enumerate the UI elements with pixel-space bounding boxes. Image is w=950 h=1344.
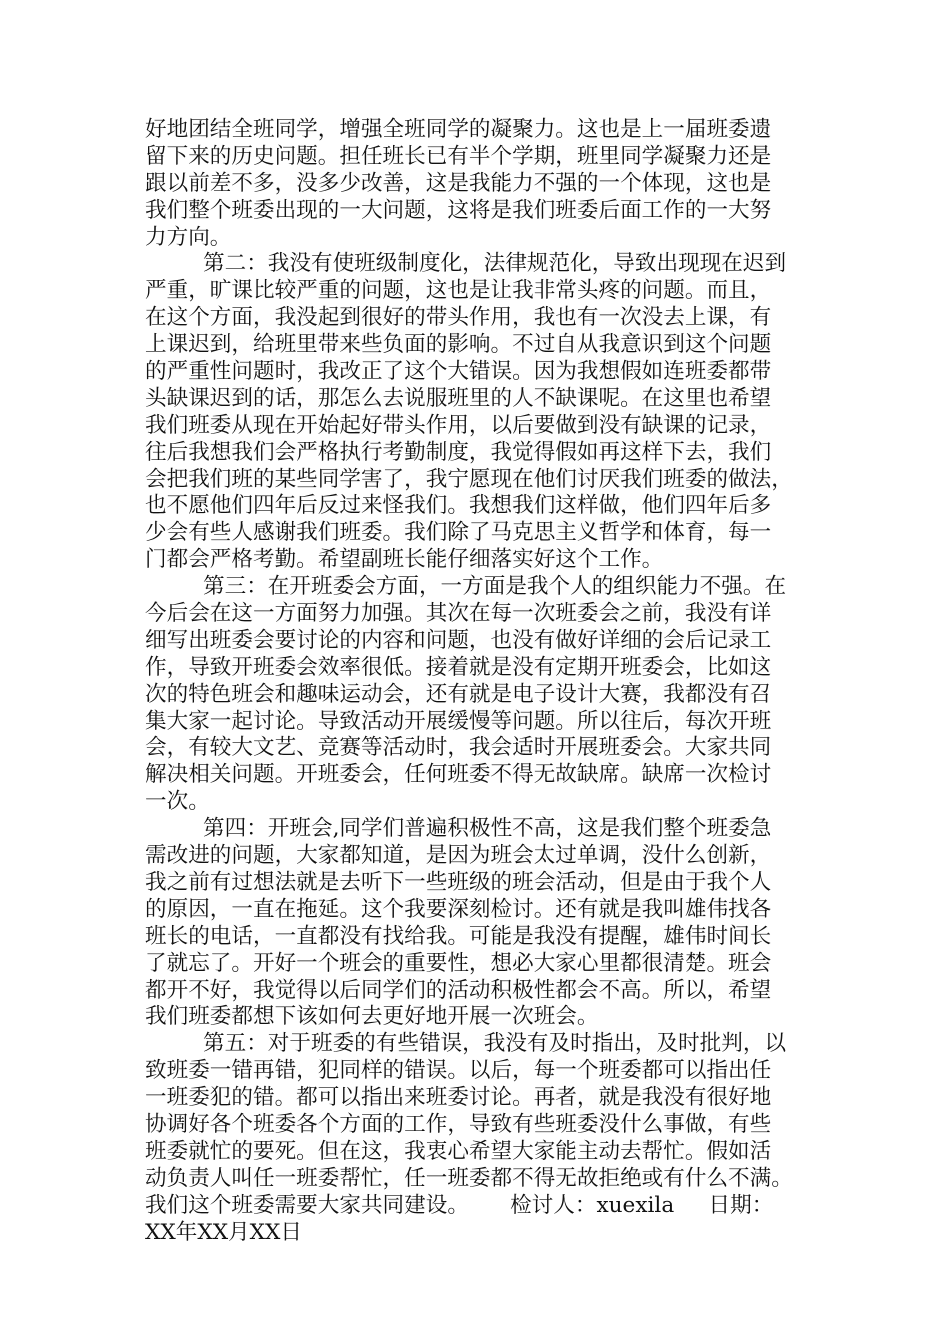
text-line: 集大家一起讨论。导致活动开展缓慢等问题。所以往后，每次开班 [145,708,772,734]
paragraph-3-first-line: 第三：在开班委会方面，一方面是我个人的组织能力不强。在 [203,574,787,600]
text-line: 一班委犯的错。都可以指出来班委讨论。再者，就是我没有很好地 [145,1085,772,1111]
text-line: 今后会在这一方面努力加强。其次在每一次班委会之前，我没有详 [145,601,772,627]
text-line: 我们班委从现在开始起好带头作用，以后要做到没有缺课的记录， [145,412,772,438]
document-body [145,117,825,1246]
text-line: 细写出班委会要讨论的内容和问题，也没有做好详细的会后记录工 [145,627,772,653]
text-line: 我们班委都想下该如何去更好地开展一次班会。 [145,1004,599,1030]
text-line: 也不愿他们四年后反过来怪我们。我想我们这样做，他们四年后多 [145,493,772,519]
text-line: 上课迟到，给班里带来些负面的影响。不过自从我意识到这个问题 [145,332,772,358]
text-line: 好地团结全班同学，增强全班同学的凝聚力。这也是上一届班委遗 [145,117,772,142]
paragraph-5-first-line: 第五：对于班委的有些错误，我没有及时指出，及时批判，以 [203,1031,787,1057]
text-line: 的原因，一直在拖延。这个我要深刻检讨。还有就是我叫雄伟找各 [145,896,772,922]
text-line: 需改进的问题，大家都知道，是因为班会太过单调，没什么创新， [145,843,772,869]
text-line: 作，导致开班委会效率很低。接着就是没有定期开班委会，比如这 [145,654,772,680]
signature-line: 我们这个班委需要大家共同建设。 检讨人：xuexila 日期： [145,1192,774,1218]
text-line: 会把我们班的某些同学害了，我宁愿现在他们讨厌我们班委的做法， [145,466,793,492]
text-line: 会，有较大文艺、竞赛等活动时，我会适时开展班委会。大家共同 [145,735,772,761]
date-line: XX年XX月XX日 [145,1219,303,1245]
text-line: 解决相关问题。开班委会，任何班委不得无故缺席。缺席一次检讨 [145,762,772,788]
text-line: 都开不好，我觉得以后同学们的活动积极性都会不高。所以，希望 [145,977,772,1003]
text-line: 少会有些人感谢我们班委。我们除了马克思主义哲学和体育，每一 [145,520,772,546]
text-line: 动负责人叫任一班委帮忙，任一班委都不得无故拒绝或有什么不满。 [145,1165,793,1191]
text-line: 头缺课迟到的话，那怎么去说服班里的人不缺课呢。在这里也希望 [145,385,772,411]
text-line: 在这个方面，我没起到很好的带头作用，我也有一次没去上课，有 [145,305,772,331]
text-line: 了就忘了。开好一个班会的重要性，想必大家心里都很清楚。班会 [145,950,772,976]
text-line: 的严重性问题时，我改正了这个大错误。因为我想假如连班委都带 [145,359,772,385]
paragraph-2-first-line: 第二：我没有使班级制度化，法律规范化，导致出现现在迟到 [203,251,787,277]
text-line: 跟以前差不多，没多少改善，这是我能力不强的一个体现，这也是 [145,170,772,196]
text-line: 往后我想我们会严格执行考勤制度，我觉得假如再这样下去，我们 [145,439,772,465]
text-line: 班委就忙的要死。但在这，我衷心希望大家能主动去帮忙。假如活 [145,1138,772,1164]
text-line: 留下来的历史问题。担任班长已有半个学期，班里同学凝聚力还是 [145,143,772,169]
text-line: 次的特色班会和趣味运动会，还有就是电子设计大赛，我都没有召 [145,681,772,707]
text-line: 力方向。 [145,224,232,250]
paragraph-4-first-line: 第四：开班会,同学们普遍积极性不高，这是我们整个班委急 [203,816,772,842]
text-line: 我们整个班委出现的一大问题，这将是我们班委后面工作的一大努 [145,197,772,223]
text-line: 一次。 [145,789,210,815]
text-line: 班长的电话，一直都没有找给我。可能是我没有提醒，雄伟时间长 [145,923,772,949]
text-line: 我之前有过想法就是去听下一些班级的班会活动，但是由于我个人 [145,869,772,895]
text-line: 门都会严格考勤。希望副班长能仔细落实好这个工作。 [145,547,664,573]
text-line: 严重，旷课比较严重的问题，这也是让我非常头疼的问题。而且， [145,278,772,304]
text-line: 致班委一错再错，犯同样的错误。以后，每一个班委都可以指出任 [145,1058,772,1084]
text-line: 协调好各个班委各个方面的工作，导致有些班委没什么事做，有些 [145,1111,772,1137]
